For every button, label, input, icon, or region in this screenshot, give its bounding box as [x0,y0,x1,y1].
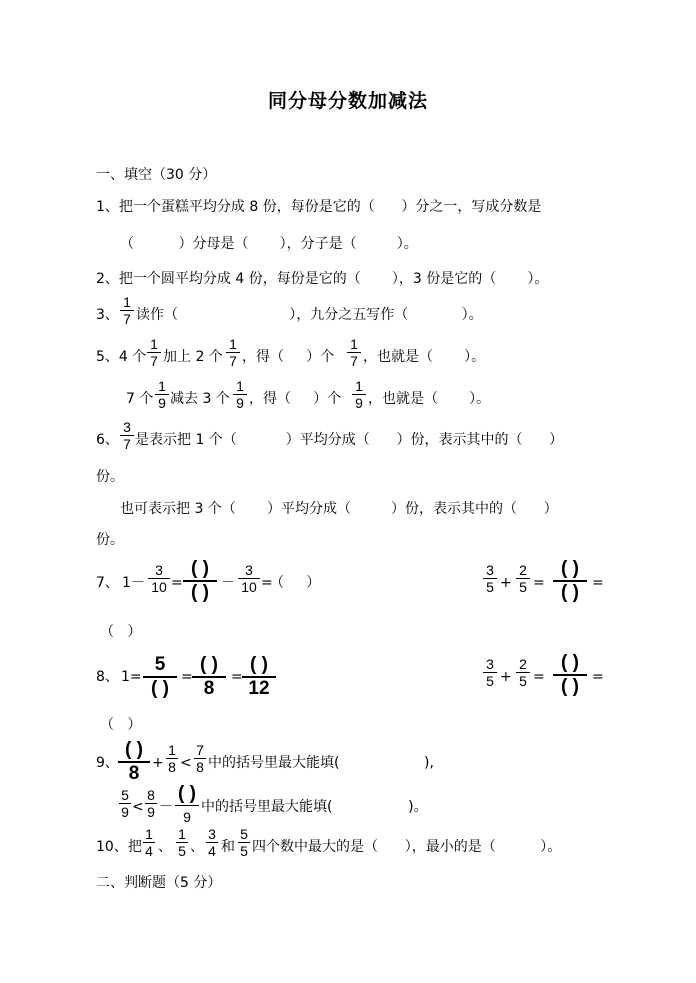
equals-sign: = [171,575,183,591]
answer-blank: （ ） [270,575,321,591]
question-6-number: 6、 [96,432,119,448]
question-5a-part: ，得（ ）个 [242,349,335,365]
question-6-line-4: 份。 [96,532,124,548]
math-number: 1 [122,575,131,591]
blank-fraction: ( ) ( ) [553,559,587,603]
fraction: 2 5 [516,563,530,594]
question-5a-part: ，也就是（ ）。 [363,349,486,365]
fraction: 3 5 [483,657,497,688]
minus-sign: － [131,575,145,591]
equals-sign: = [533,575,545,591]
equals-sign: = [592,575,604,591]
question-10-text: 四个数中最大的是（ ），最小的是（ ）。 [252,839,562,855]
section-heading: 二、判断题（5 分） [96,875,222,891]
question-2: 2、把一个圆平均分成 4 份，每份是它的（ ），3 份是它的（ ）。 [96,271,549,287]
fraction: 5 ( ) [143,655,177,699]
question-5b-part: 7 个 [126,391,154,407]
question-1-line-2: （ ）分母是（ ），分子是（ ）。 [120,236,418,252]
question-5a-part: 5、4 个 [96,349,147,365]
fraction: 7 8 [194,743,206,774]
fraction: 1 7 [120,295,134,326]
question-9-number: 9、 [96,755,119,771]
equals-sign: = [181,669,193,685]
question-5b-part: ，也就是（ ）。 [368,391,491,407]
equals-sign: = [231,669,243,685]
minus-sign: － [159,799,173,815]
answer-blank: （ ） [100,624,142,640]
fraction: 8 9 [145,788,157,819]
question-5b-part: ，得（ ）个 [249,391,342,407]
answer-blank: （ ） [100,717,142,733]
fraction: 3 7 [120,420,134,451]
question-8-number: 8、 [96,669,119,685]
question-5b-part: 减去 3 个 [170,391,230,407]
fraction: 5 9 [119,788,131,819]
question-9-text-1: 中的括号里最大能填( ), [208,755,434,771]
separator: 、 [158,839,172,855]
fraction: 5 5 [238,827,250,858]
fraction: 3 10 [148,563,170,594]
equals-sign: = [592,669,604,685]
question-6-line-3: 也可表示把 3 个（ ）平均分成（ ）份，表示其中的（ ） [120,501,558,517]
question-3-text: 读作（ ），九分之五写作（ ）。 [136,307,483,323]
fraction: 1 7 [147,337,161,368]
fraction: ( ) 12 [242,655,276,699]
page-title: 同分母分数加减法 [267,90,428,112]
plus-sign: + [152,755,164,771]
fraction: 1 4 [143,827,155,858]
less-than-sign: < [180,755,192,771]
fraction: ( ) 8 [192,655,226,699]
question-5a-part: 加上 2 个 [163,349,223,365]
fraction: 1 7 [347,337,361,368]
equals-sign: = [261,575,273,591]
plus-sign: + [500,669,512,685]
fraction: 3 10 [238,563,260,594]
fraction: 1 7 [226,337,240,368]
blank-fraction: ( ) ( ) [553,653,587,697]
minus-sign: － [221,575,235,591]
fraction: 1 9 [352,379,366,410]
blank-fraction: ( ) ( ) [183,559,217,603]
question-3-number: 3、 [96,307,119,323]
fraction: 3 5 [483,563,497,594]
conjunction: 和 [221,839,235,855]
question-10-start: 10、把 [96,839,142,855]
question-7-number: 7、 [96,575,119,591]
plus-sign: + [500,575,512,591]
fraction: 1 5 [176,827,188,858]
separator: 、 [190,839,204,855]
question-1-line-1: 1、把一个蛋糕平均分成 8 份，每份是它的（ ）分之一，写成分数是 [96,199,542,215]
less-than-sign: < [132,799,144,815]
question-6-line-2: 份。 [96,469,124,485]
equals-sign: = [533,669,545,685]
math-number: 1= [121,669,142,685]
fraction: 2 5 [516,657,530,688]
blank-fraction: ( ) 9 [175,784,199,827]
fraction: 1 9 [155,379,169,410]
fraction: 3 4 [206,827,218,858]
section-heading: 一、填空（30 分） [96,167,217,183]
blank-fraction: ( ) 8 [118,740,150,784]
fraction: 1 9 [233,379,247,410]
fraction: 1 8 [166,743,178,774]
question-9-text-2: 中的括号里最大能填( )。 [201,799,428,815]
question-6-line-1: 是表示把 1 个（ ）平均分成（ ）份，表示其中的（ ） [135,432,564,448]
